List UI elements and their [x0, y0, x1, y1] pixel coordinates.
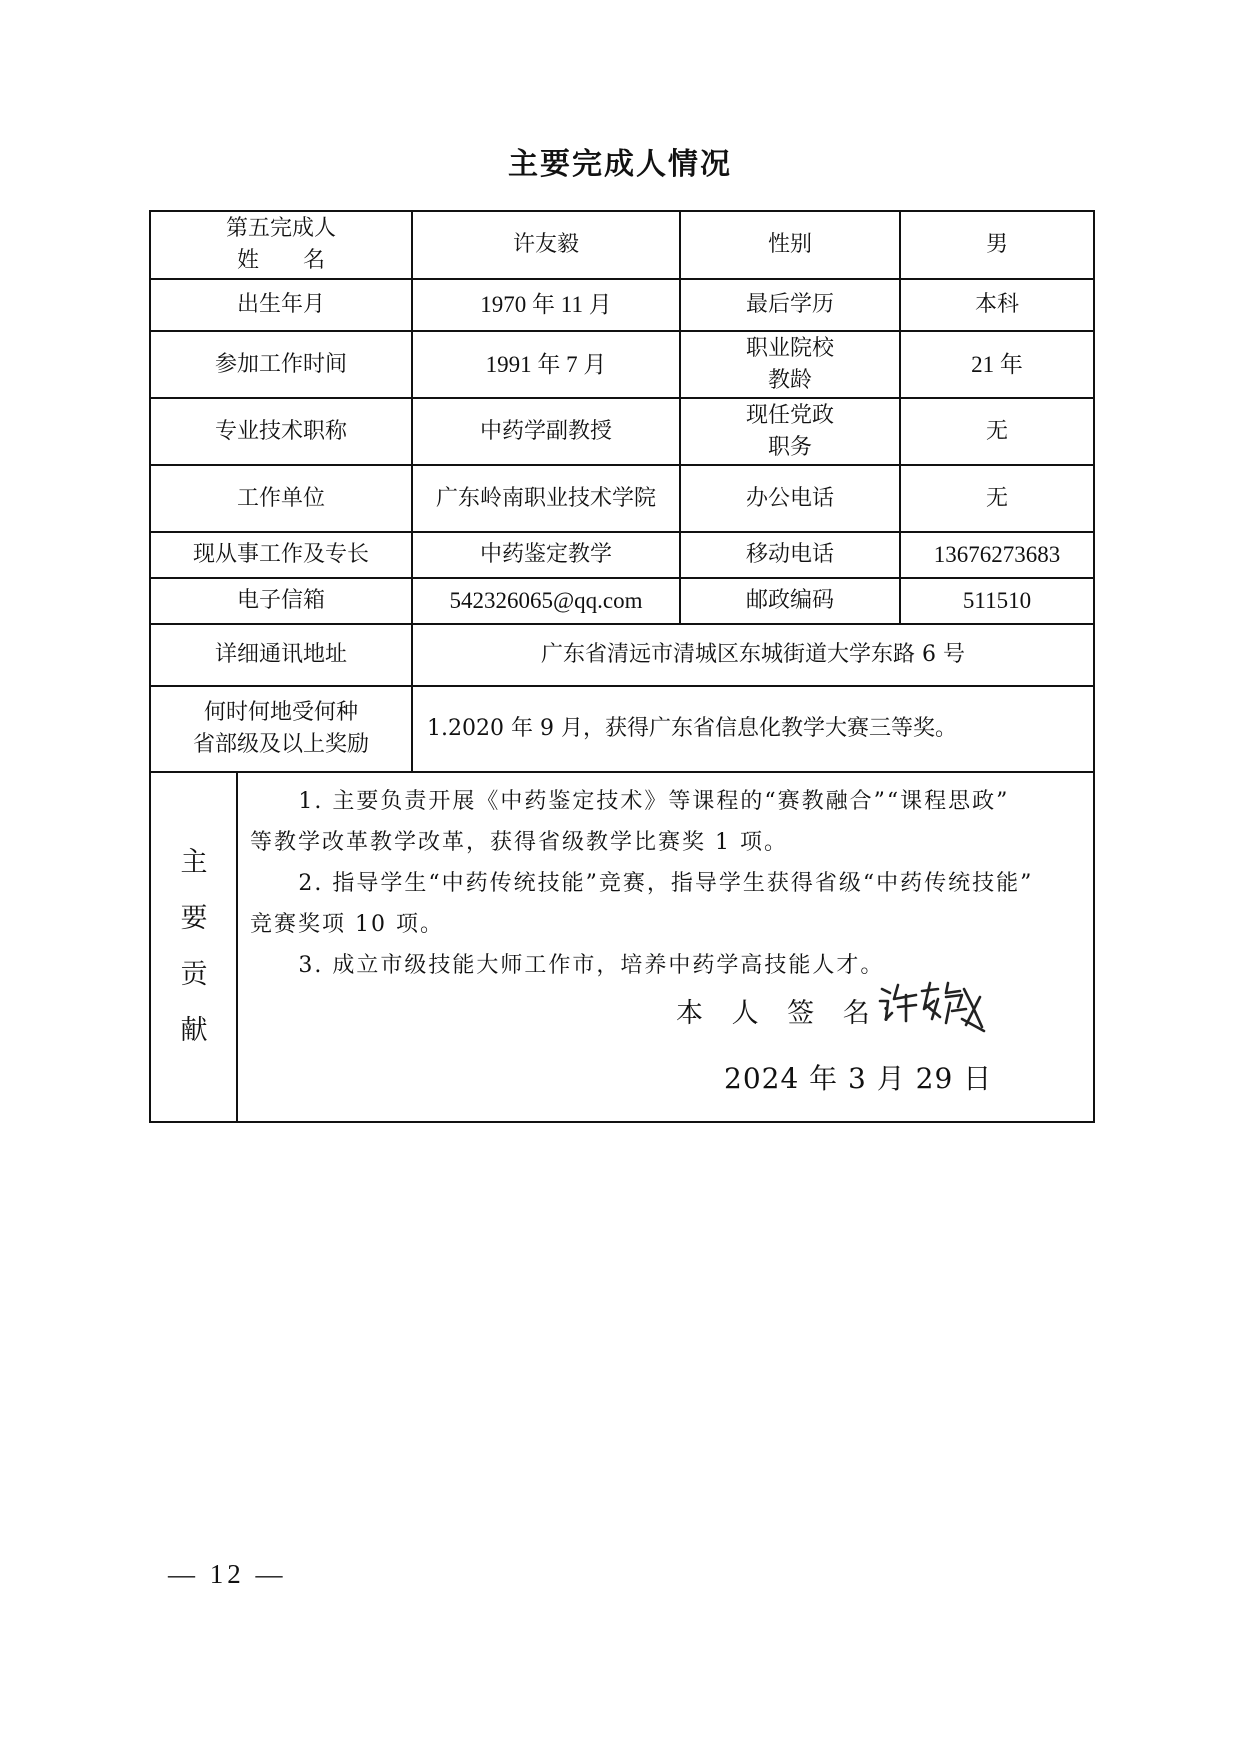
- work-start-value: 1991 年 7 月: [485, 351, 607, 377]
- title-value: 中药学副教授: [479, 418, 612, 444]
- office-phone-label: 办公电话: [745, 485, 834, 511]
- title-label: 专业技术职称: [214, 418, 347, 444]
- name-value: 许友毅: [512, 232, 579, 257]
- specialty-value: 中药鉴定教学: [479, 542, 612, 567]
- birth-date-value: 1970 年 11 月: [480, 292, 612, 317]
- contributions-label-char: 贡: [180, 959, 208, 990]
- gender-value: 男: [985, 232, 1008, 257]
- office-phone-value: 无: [985, 485, 1008, 511]
- page-number: — 12 —: [168, 1559, 287, 1589]
- mobile-phone-value: 13676273683: [933, 542, 1061, 567]
- contribution-line: 等教学改革教学改革，获得省级教学比赛奖 1 项。: [250, 830, 788, 855]
- handwritten-signature: [876, 975, 988, 1035]
- awards-label: 何时何地受何种 省部级及以上奖励: [192, 700, 369, 757]
- contribution-line: 2. 指导学生“中药传统技能”竞赛，指导学生获得省级“中药传统技能”: [298, 871, 1034, 896]
- email-label: 电子信箱: [236, 588, 325, 613]
- name-label: 第五完成人 姓 名: [225, 216, 336, 273]
- contributions-text: [250, 781, 1080, 986]
- employer-value: 广东岭南职业技术学院: [435, 485, 656, 511]
- contributions-label-char: 主: [180, 847, 208, 878]
- birth-date-label: 出生年月: [236, 292, 325, 317]
- postal-code-label: 邮政编码: [745, 588, 834, 613]
- row-divider: [149, 771, 1095, 773]
- work-start-label: 参加工作时间: [214, 351, 347, 377]
- mobile-phone-label: 移动电话: [745, 542, 834, 567]
- contribution-line: 竞赛奖项 10 项。: [250, 912, 444, 937]
- contribution-line: 3. 成立市级技能大师工作市，培养中药学高技能人才。: [298, 953, 885, 978]
- address-label: 详细通讯地址: [214, 642, 347, 667]
- awards-value: 1.2020 年 9 月，获得广东省信息化教学大赛三等奖。: [427, 716, 957, 741]
- specialty-label: 现从事工作及专长: [192, 542, 369, 567]
- teaching-years-label: 职业院校 教龄: [745, 335, 834, 393]
- email-value: 542326065@qq.com: [449, 588, 643, 613]
- party-position-value: 无: [985, 418, 1008, 444]
- education-label: 最后学历: [745, 292, 834, 317]
- contributions-label: [151, 773, 237, 1121]
- contributions-label-char: 要: [180, 903, 208, 934]
- postal-code-value: 511510: [962, 588, 1032, 613]
- teaching-years-value: 21 年: [971, 351, 1023, 377]
- contribution-line: 1. 主要负责开展《中药鉴定技术》等课程的“赛教融合”“课程思政”: [298, 789, 1010, 814]
- party-position-label: 现任党政 职务: [745, 402, 834, 460]
- signature-label: 本 人 签 名：: [676, 998, 917, 1029]
- address-value: 广东省清远市清城区东城街道大学东路 6 号: [541, 642, 965, 667]
- page-title: 主要完成人情况: [508, 147, 732, 182]
- gender-label: 性别: [767, 232, 812, 257]
- employer-label: 工作单位: [236, 485, 325, 511]
- contributions-label-char: 献: [180, 1015, 208, 1046]
- education-value: 本科: [974, 292, 1019, 317]
- signature-date: 2024 年 3 月 29 日: [724, 1062, 993, 1095]
